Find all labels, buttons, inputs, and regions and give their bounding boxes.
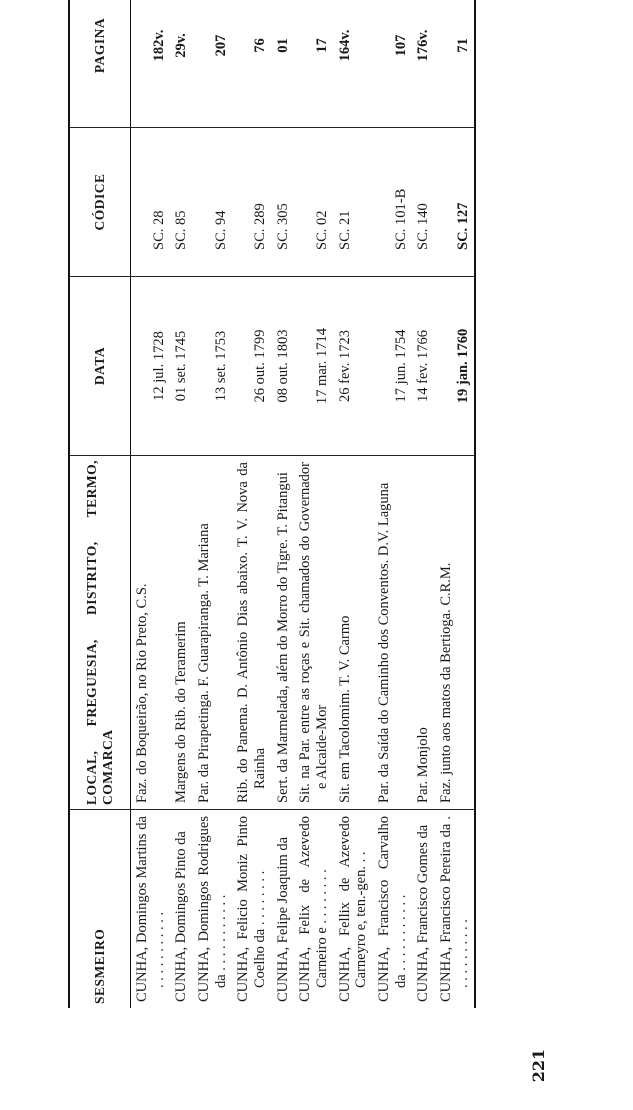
codice-text: SC. 85 — [173, 210, 190, 250]
codice-cell — [272, 128, 295, 277]
codice-text: SC. 28 — [150, 210, 167, 250]
local-text: Sit. na Par. entre as roças e Sit. chamados do Governador e Alcaide-Mor — [297, 462, 331, 803]
sesmeiro-cell — [131, 810, 171, 1009]
local-cell — [435, 456, 475, 810]
codice-cell — [334, 128, 373, 277]
sesmeiro-text: CUNHA, Francisco Pereira da . . . . . . . . . . . — [438, 816, 471, 1002]
data-cell: 12 jul. 1728 — [131, 277, 171, 456]
local-cell — [193, 456, 232, 810]
page-number: 221 — [529, 1048, 549, 1083]
sesmeiro-text: CUNHA, Felicio Moniz Pinto Coelho da . . . . . . . . — [235, 816, 269, 1002]
local-cell — [272, 456, 295, 810]
data-cell: 14 fev. 1766 — [412, 277, 435, 456]
sesmarias-table — [68, 0, 476, 1008]
data-cell: 26 fev. 1723 — [334, 277, 373, 456]
pagina-cell: 176v. — [412, 0, 435, 128]
pagina-cell: 01 — [272, 0, 295, 128]
header-codice: CÓDICE — [69, 128, 131, 277]
local-cell — [294, 456, 333, 810]
pagina-cell: 76 — [232, 0, 271, 128]
local-text: Faz. junto aos matos da Bertioga. C.R.M. — [438, 562, 455, 803]
codice-cell — [170, 128, 193, 277]
local-text: Par. da Saída do Caminho dos Conventos. D.V. Laguna — [376, 482, 393, 803]
table-row — [193, 0, 232, 1008]
sesmeiro-text: CUNHA, Domingos Martins da . . . . . . . . . . . — [134, 816, 167, 1002]
sesmeiro-cell — [193, 810, 232, 1009]
table-row — [232, 0, 271, 1008]
data-cell: 26 out. 1799 — [232, 277, 271, 456]
pagina-cell: 17 — [294, 0, 333, 128]
pagina-cell: 182v. — [131, 0, 171, 128]
table-row — [373, 0, 412, 1008]
local-text: Sert. da Marmelada, além do Morro do Tigre. T. Pitangui — [274, 472, 291, 803]
sesmeiro-text: CUNHA, Domingos Rodrigues da . . . . . . . . . . . — [196, 816, 229, 1002]
sesmeiro-text: CUNHA, Fellix de Azevedo Carneyro e, ten.-gen. . . — [336, 816, 370, 1002]
table-header-row — [69, 0, 131, 1008]
codice-text: SC. 21 — [336, 210, 353, 250]
header-pagina: PAGINA — [69, 0, 131, 128]
data-cell: 17 mar. 1714 — [294, 277, 333, 456]
pagina-cell: 207 — [193, 0, 232, 128]
codice-text: SC. 289 — [252, 203, 269, 250]
table-row — [294, 0, 333, 1008]
local-cell — [373, 456, 412, 810]
codice-text: SC. 94 — [212, 210, 229, 250]
sesmeiro-text: CUNHA, Felix de Azevedo Carneiro e . . . . . . . . — [297, 816, 331, 1002]
pagina-cell: 164v. — [334, 0, 373, 128]
local-text: Sit. em Tacolomim. T. V. Carmo — [336, 615, 353, 803]
pagina-cell: 71 — [435, 0, 475, 128]
table-row — [435, 0, 475, 1008]
data-cell: 01 set. 1745 — [170, 277, 193, 456]
local-cell — [232, 456, 271, 810]
sesmeiro-cell — [334, 810, 373, 1009]
codice-text: SC. 101-B — [392, 188, 409, 250]
sesmeiro-cell — [170, 810, 193, 1009]
local-cell — [170, 456, 193, 810]
pagina-cell: 107 — [373, 0, 412, 128]
data-cell: 17 jun. 1754 — [373, 277, 412, 456]
codice-cell — [294, 128, 333, 277]
local-text: Par. da Pirapetinga. F. Guarapiranga. T. Mariana — [196, 523, 213, 803]
local-cell — [131, 456, 171, 810]
pagina-cell: 29v. — [170, 0, 193, 128]
sesmeiro-text: CUNHA, Francisco Carvalho da . . . . . . . . . . . — [376, 816, 409, 1002]
codice-cell — [435, 128, 475, 277]
codice-text: SC. 305 — [274, 203, 291, 250]
data-cell: 08 out. 1803 — [272, 277, 295, 456]
codice-cell — [373, 128, 412, 277]
local-text: Rib. do Panema. D. Antônio Dias abaixo. T. V. Nova da Rainha — [235, 462, 269, 803]
sesmeiro-cell — [294, 810, 333, 1009]
sesmeiro-cell — [373, 810, 412, 1009]
sesmeiro-text: CUNHA, Francisco Gomes da — [415, 824, 432, 1002]
table-row — [170, 0, 193, 1008]
local-text: Par. Monjolo — [415, 727, 432, 803]
data-cell: 13 set. 1753 — [193, 277, 232, 456]
data-cell: 19 jan. 1760 — [435, 277, 475, 456]
sesmeiro-cell — [232, 810, 271, 1009]
codice-text: SC. 140 — [415, 203, 432, 250]
sesmarias-table-rotated — [68, 8, 538, 1008]
codice-text: SC. 127 — [454, 202, 471, 250]
codice-cell — [193, 128, 232, 277]
sesmeiro-text: CUNHA, Domingos Pinto da — [173, 831, 190, 1002]
codice-text: SC. 02 — [314, 210, 331, 250]
table-row — [334, 0, 373, 1008]
codice-cell — [131, 128, 171, 277]
header-sesmeiro: SESMEIRO — [69, 810, 131, 1009]
table-row — [131, 0, 171, 1008]
codice-cell — [232, 128, 271, 277]
table-row — [412, 0, 435, 1008]
local-cell — [412, 456, 435, 810]
sesmeiro-cell — [435, 810, 475, 1009]
header-data: DATA — [69, 277, 131, 456]
table-row — [272, 0, 295, 1008]
local-text: Faz. do Boqueirão, no Rio Preto, C.S. — [134, 583, 150, 803]
header-local: LOCAL, FREGUESIA, DISTRITO, TERMO, COMARCA — [69, 456, 131, 810]
local-text: Margens do Rib. do Teramerim — [173, 621, 190, 803]
local-cell — [334, 456, 373, 810]
codice-cell — [412, 128, 435, 277]
sesmeiro-cell — [412, 810, 435, 1009]
sesmeiro-text: CUNHA, Felipe Joaquim da — [274, 836, 291, 1002]
sesmeiro-cell — [272, 810, 295, 1009]
